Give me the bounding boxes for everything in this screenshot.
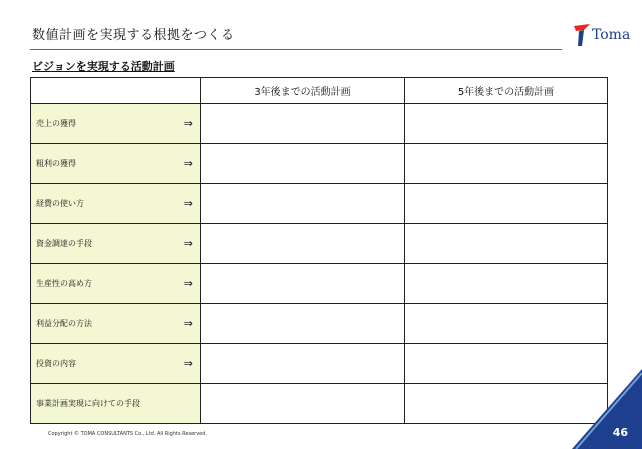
table-row [31,184,608,224]
plan-cell-3-year[interactable] [201,384,405,424]
plan-cell-5-year[interactable] [405,144,608,184]
corner-decoration [572,369,642,449]
right-arrow-icon: ⇒ [177,304,201,344]
right-arrow-icon: ⇒ [177,184,201,224]
plan-cell-3-year[interactable] [201,144,405,184]
header-corner-cell [177,78,201,104]
section-title: ビジョンを実現する活動計画 [32,60,175,73]
page-number: 46 [612,426,628,439]
right-arrow-icon: ⇒ [177,264,201,304]
column-header-5-year: 5年後までの活動計画 [405,78,608,104]
header-corner-cell [31,78,177,104]
copyright-notice: Copyright © TOMA CONSULTANTS Co., Ltd. All Rights Reserved. [48,431,208,437]
column-header-3-year: 3年後までの活動計画 [201,78,405,104]
plan-cell-3-year[interactable] [201,344,405,384]
plan-cell-3-year[interactable] [201,304,405,344]
table-row [31,264,608,304]
plan-cell-5-year[interactable] [405,224,608,264]
right-arrow-icon: ⇒ [177,224,201,264]
table-row [31,384,608,424]
row-label: 資金調達の手段 [31,224,177,264]
right-arrow-icon: ⇒ [177,344,201,384]
plan-cell-3-year[interactable] [201,224,405,264]
row-label: 粗利の獲得 [31,144,177,184]
right-arrow-icon: ⇒ [177,144,201,184]
header-divider [30,49,562,50]
table-row [31,304,608,344]
toma-logo-icon [572,22,592,48]
plan-cell-5-year[interactable] [405,264,608,304]
plan-cell-3-year[interactable] [201,264,405,304]
right-arrow-icon: ⇒ [177,104,201,144]
page-title: 数値計画を実現する根拠をつくる [32,28,235,43]
row-label: 事業計画実現に向けての手段 [31,384,177,424]
table-row [31,104,608,144]
table-row [31,144,608,184]
row-label: 投資の内容 [31,344,177,384]
arrow-cell [177,384,201,424]
logo-text: Toma [592,27,631,43]
toma-logo [572,22,634,50]
row-label: 経費の使い方 [31,184,177,224]
plan-cell-5-year[interactable] [405,104,608,144]
row-label: 売上の獲得 [31,104,177,144]
activity-plan-table [30,77,608,424]
plan-cell-3-year[interactable] [201,184,405,224]
row-label: 生産性の高め方 [31,264,177,304]
plan-cell-3-year[interactable] [201,104,405,144]
table-row [31,224,608,264]
plan-cell-5-year[interactable] [405,304,608,344]
table-row [31,344,608,384]
plan-cell-5-year[interactable] [405,184,608,224]
row-label: 利益分配の方法 [31,304,177,344]
table-header-row [31,78,608,104]
